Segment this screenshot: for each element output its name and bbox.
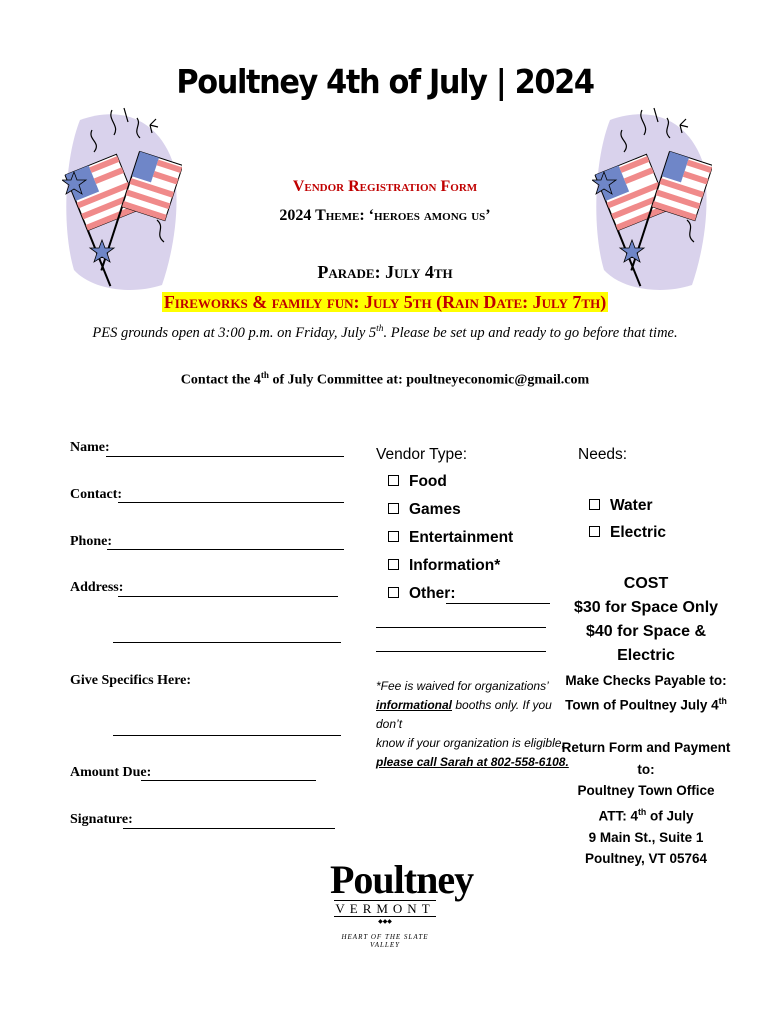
vendor-option-games[interactable] — [388, 501, 461, 519]
checkbox-food[interactable] — [388, 475, 399, 486]
specifics-field[interactable] — [113, 735, 341, 736]
name-label: Name: — [70, 440, 110, 455]
vendor-option-label: Information* — [409, 557, 501, 574]
checkbox-water[interactable] — [589, 499, 600, 510]
page-title: Poultney 4th of July | 2024 — [176, 62, 594, 101]
other-field[interactable] — [446, 603, 550, 604]
address-field[interactable] — [118, 596, 338, 597]
need-option-label: Electric — [610, 524, 667, 541]
vendor-option-other[interactable] — [388, 585, 456, 603]
need-option-label: Water — [610, 497, 653, 514]
checkbox-electric[interactable] — [589, 526, 600, 537]
pes-note — [0, 324, 770, 342]
fee-note-emphasis: informational — [376, 698, 453, 712]
fee-note-phone: please call Sarah at 802-558-6108. — [376, 755, 569, 769]
return-attention-sup: th — [637, 806, 647, 817]
checkbox-information[interactable] — [388, 559, 399, 570]
fee-note-line: know if your organization is eligible, — [376, 736, 565, 750]
contact-sup: th — [260, 370, 269, 380]
needs-header: Needs: — [578, 446, 628, 463]
theme-line: 2024 Theme: ‘heroes among us’ — [279, 207, 491, 224]
vendor-option-entertainment[interactable] — [388, 529, 513, 547]
return-office: Poultney Town Office — [577, 783, 715, 798]
checkbox-entertainment[interactable] — [388, 531, 399, 542]
contact-text: Contact the 4 — [180, 372, 261, 388]
other-field-line-3[interactable] — [376, 651, 546, 652]
vendor-option-food[interactable] — [388, 473, 447, 491]
pes-note-text: PES grounds open at 3:00 p.m. on Friday, July 5 — [92, 324, 377, 341]
return-attention — [556, 802, 736, 827]
cost-block — [556, 572, 736, 668]
logo-ornament: ◆◆◆ — [378, 919, 392, 925]
fireworks-line — [0, 292, 770, 313]
contact-label: Contact: — [70, 487, 123, 502]
address-label: Address: — [70, 580, 124, 595]
cost-header: COST — [623, 575, 669, 592]
fireworks-date: Fireworks & family fun: July 5th (Rain Date: July 7th) — [163, 292, 607, 312]
checks-payee — [556, 691, 736, 716]
vendor-option-label: Other: — [409, 585, 456, 602]
checks-payee-text: Town of Poultney July 4 — [565, 697, 719, 713]
vendor-option-information[interactable] — [388, 557, 500, 575]
vendor-type-header: Vendor Type: — [376, 446, 468, 463]
cost-space-only: $30 for Space Only — [573, 599, 719, 616]
checkbox-other[interactable] — [388, 587, 399, 598]
checkbox-games[interactable] — [388, 503, 399, 514]
return-city: Poultney, VT 05764 — [584, 851, 708, 866]
need-option-electric[interactable] — [589, 524, 666, 542]
return-header: Return Form and Payment to: — [561, 740, 731, 777]
return-attention-text-2: of July — [646, 808, 694, 823]
cost-space-electric: $40 for Space & Electric — [585, 623, 707, 664]
contact-email: of July Committee at: poultneyeconomic@gmail.com — [269, 372, 590, 388]
signature-label: Signature: — [70, 812, 133, 827]
fee-note-line: *Fee is waived for organizations’ — [376, 679, 549, 693]
poultney-logo — [330, 857, 474, 949]
checks-block — [556, 670, 736, 716]
fee-note — [376, 677, 576, 772]
contact-line — [0, 370, 770, 389]
vendor-option-label: Entertainment — [409, 529, 514, 546]
form-name: Vendor Registration Form — [292, 178, 478, 195]
specifics-label: Give Specifics Here: — [70, 673, 192, 688]
pes-note-text-2: . Please be set up and ready to go before that time. — [383, 324, 678, 341]
return-street: 9 Main St., Suite 1 — [588, 829, 704, 845]
fee-note-text: booths only. If you don’t — [376, 698, 552, 731]
address-field-line-2[interactable] — [113, 642, 341, 643]
checks-payee-sup: th — [718, 696, 727, 706]
amount-due-field[interactable] — [141, 780, 316, 781]
pes-note-sup: th — [376, 324, 384, 334]
amount-due-label: Amount Due: — [70, 765, 152, 780]
vendor-option-label: Games — [409, 501, 461, 518]
return-block — [556, 737, 736, 870]
fee-note-line — [376, 696, 576, 734]
phone-label: Phone: — [70, 534, 112, 549]
parade-date: Parade: July 4th — [317, 262, 453, 282]
name-field[interactable] — [106, 456, 344, 457]
signature-field[interactable] — [123, 828, 335, 829]
logo-tagline: HEART OF THE SLATE VALLEY — [341, 933, 429, 949]
return-attention-text: ATT: 4 — [598, 808, 638, 823]
other-field-line-2[interactable] — [376, 627, 546, 628]
phone-field[interactable] — [107, 549, 344, 550]
need-option-water[interactable] — [589, 497, 653, 515]
logo-name: Poultney — [330, 857, 474, 902]
logo-state: VERMONT — [335, 901, 435, 916]
checks-header: Make Checks Payable to: — [565, 673, 727, 688]
contact-field[interactable] — [118, 502, 344, 503]
vendor-option-label: Food — [409, 473, 447, 490]
